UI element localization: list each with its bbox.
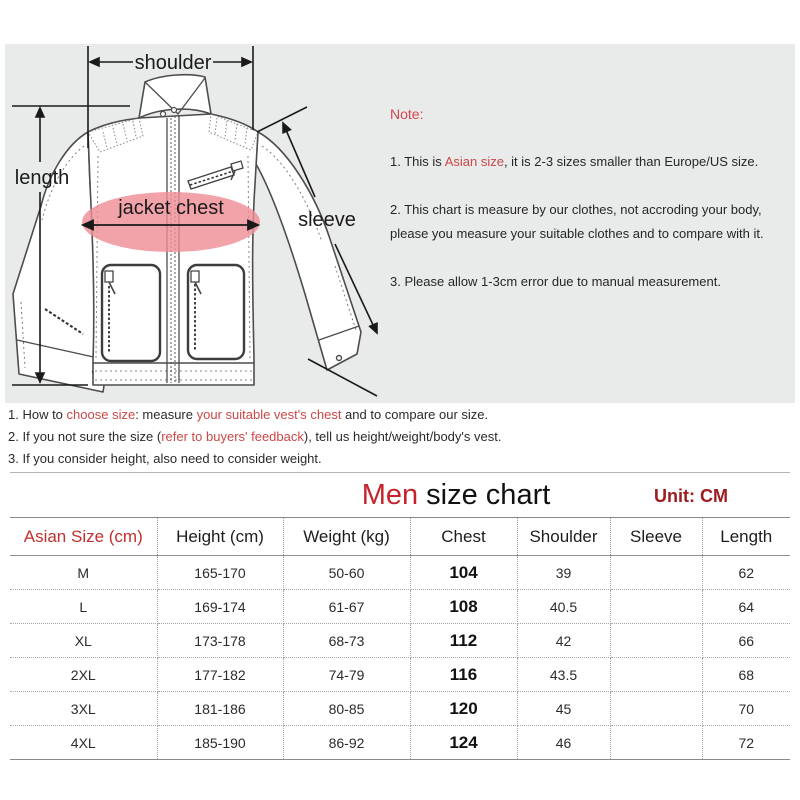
label-shoulder: shoulder <box>134 52 212 74</box>
cell-height: 177-182 <box>157 658 283 692</box>
column-header-asian-size: Asian Size (cm) <box>10 518 157 556</box>
tip-1 <box>8 407 488 422</box>
size-table-title-row <box>10 473 790 518</box>
tip-1-a: 1. How to <box>8 407 67 422</box>
cell-sleeve <box>610 658 702 692</box>
column-header-chest: Chest <box>410 518 517 556</box>
unit-label: Unit: CM <box>654 486 728 506</box>
cell-sleeve <box>610 556 702 590</box>
cell-sleeve <box>610 590 702 624</box>
cell-weight: 61-67 <box>283 590 410 624</box>
column-header-weight: Weight (kg) <box>283 518 410 556</box>
note-item-1 <box>390 154 758 169</box>
note-item-1-highlight: Asian size <box>444 154 504 169</box>
cell-size: M <box>10 556 157 590</box>
cell-chest: 112 <box>410 624 517 658</box>
cell-chest: 116 <box>410 658 517 692</box>
cell-length: 72 <box>702 726 790 760</box>
cell-sleeve <box>610 692 702 726</box>
cell-height: 185-190 <box>157 726 283 760</box>
cell-chest: 120 <box>410 692 517 726</box>
cell-shoulder: 42 <box>517 624 610 658</box>
cell-size: 2XL <box>10 658 157 692</box>
cell-weight: 74-79 <box>283 658 410 692</box>
cell-weight: 86-92 <box>283 726 410 760</box>
cell-height: 181-186 <box>157 692 283 726</box>
size-table-grid <box>10 518 790 760</box>
cell-shoulder: 39 <box>517 556 610 590</box>
column-header-shoulder: Shoulder <box>517 518 610 556</box>
cell-size: L <box>10 590 157 624</box>
cell-weight: 50-60 <box>283 556 410 590</box>
tip-1-b: choose size <box>66 407 136 422</box>
note-item-2-line-1: 2. This chart is measure by our clothes, not accroding your body, <box>390 202 762 217</box>
measurement-panel <box>5 44 795 403</box>
cell-shoulder: 46 <box>517 726 610 760</box>
table-row <box>10 556 790 590</box>
size-table-title-rest: size chart <box>418 479 551 511</box>
label-length: length <box>14 167 70 189</box>
note-item-1-rest: , it is 2-3 sizes smaller than Europe/US size. <box>503 154 759 169</box>
table-row <box>10 658 790 692</box>
table-row <box>10 726 790 760</box>
table-row <box>10 590 790 624</box>
cell-size: 3XL <box>10 692 157 726</box>
table-row <box>10 624 790 658</box>
cell-height: 165-170 <box>157 556 283 590</box>
tip-2-c: ), tell us height/weight/body's vest. <box>303 429 502 444</box>
tip-2-a: 2. If you not sure the size ( <box>8 429 162 444</box>
note-title: Note: <box>390 106 424 122</box>
cell-chest: 104 <box>410 556 517 590</box>
cell-size: XL <box>10 624 157 658</box>
column-header-height: Height (cm) <box>157 518 283 556</box>
note-item-2-line-2: please you measure your suitable clothes and to compare with it. <box>390 226 764 241</box>
jacket-collar <box>139 75 211 118</box>
cell-length: 66 <box>702 624 790 658</box>
cell-length: 68 <box>702 658 790 692</box>
cell-chest: 108 <box>410 590 517 624</box>
cell-weight: 68-73 <box>283 624 410 658</box>
cell-shoulder: 43.5 <box>517 658 610 692</box>
size-table-title-highlight: Men <box>361 479 419 511</box>
tip-2 <box>8 429 501 444</box>
cell-sleeve <box>610 726 702 760</box>
tip-3: 3. If you consider height, also need to consider weight. <box>8 451 322 466</box>
cell-size: 4XL <box>10 726 157 760</box>
jacket-measurement-diagram <box>5 44 390 403</box>
cell-height: 173-178 <box>157 624 283 658</box>
table-row <box>10 692 790 726</box>
cell-height: 169-174 <box>157 590 283 624</box>
label-sleeve: sleeve <box>298 209 356 231</box>
note-item-3: 3. Please allow 1-3cm error due to manual measurement. <box>390 274 721 289</box>
note-item-1-text: 1. This is <box>390 154 445 169</box>
cell-length: 70 <box>702 692 790 726</box>
cell-sleeve <box>610 624 702 658</box>
tip-2-b: refer to buyers' feedback <box>161 429 304 444</box>
size-table <box>10 472 790 760</box>
column-header-length: Length <box>702 518 790 556</box>
cell-length: 64 <box>702 590 790 624</box>
cell-shoulder: 45 <box>517 692 610 726</box>
tip-1-d: your suitable vest's chest <box>196 407 342 422</box>
cell-chest: 124 <box>410 726 517 760</box>
tip-1-c: : measure <box>135 407 197 422</box>
cell-shoulder: 40.5 <box>517 590 610 624</box>
header-row <box>10 518 790 556</box>
column-header-sleeve: Sleeve <box>610 518 702 556</box>
label-jacket-chest: jacket chest <box>118 197 224 219</box>
cell-length: 62 <box>702 556 790 590</box>
tip-1-e: and to compare our size. <box>341 407 489 422</box>
cell-weight: 80-85 <box>283 692 410 726</box>
